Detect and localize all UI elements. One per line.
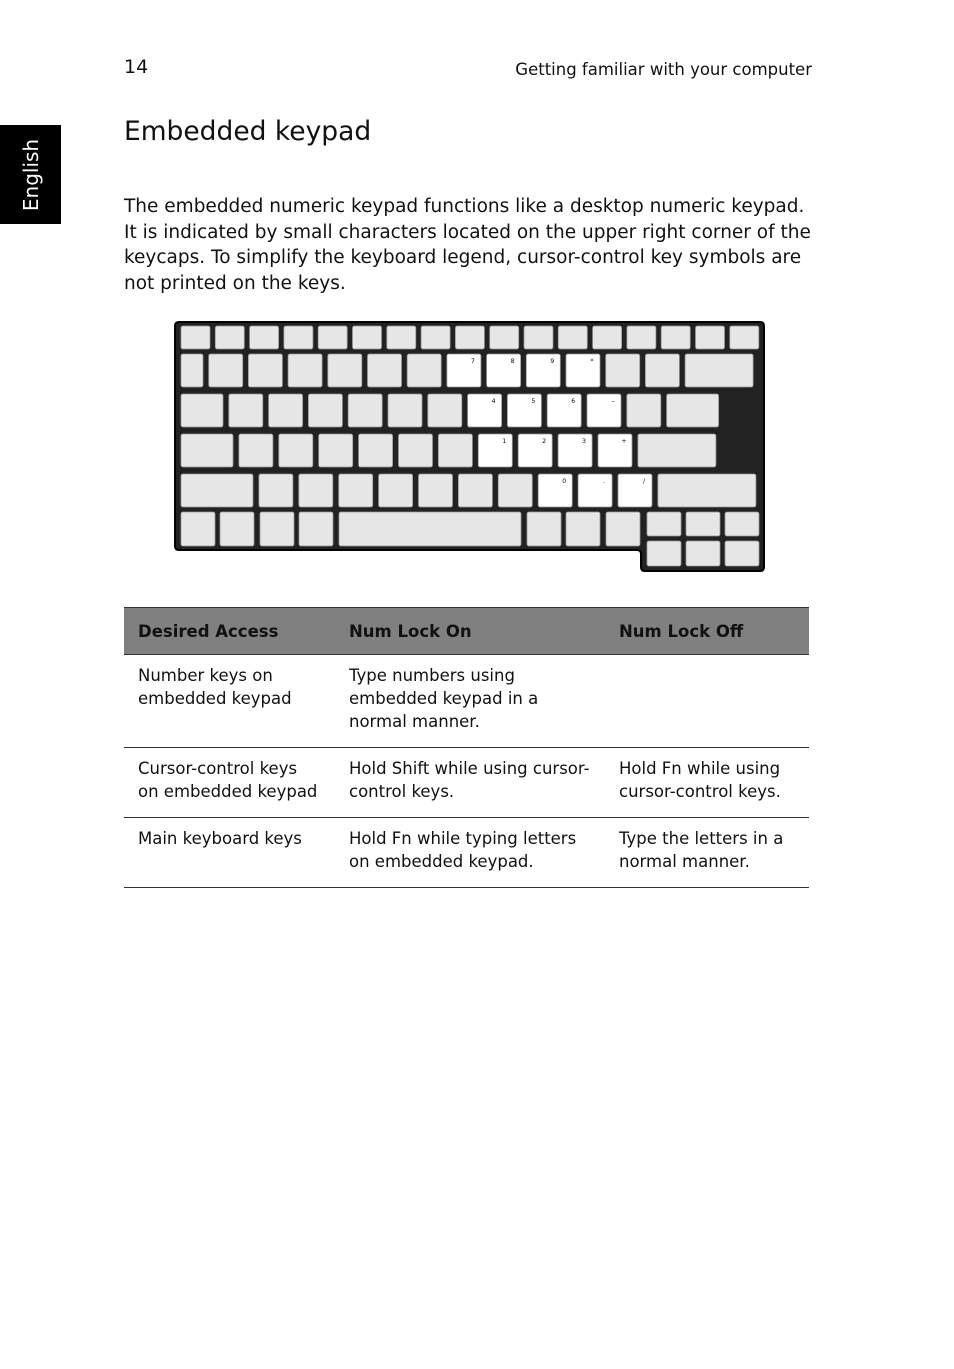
keyboard-key [239, 434, 273, 467]
keyboard-key [359, 434, 393, 467]
keyboard-key [269, 394, 303, 427]
keypad-key [558, 434, 592, 467]
keyboard-key [661, 326, 690, 349]
keyboard-key [387, 326, 416, 349]
keyboard-key [428, 394, 462, 427]
keyboard-key [319, 434, 353, 467]
keypad-key [547, 394, 581, 427]
keyboard-key [458, 474, 492, 507]
language-tab [0, 125, 61, 224]
table-cell [605, 655, 809, 748]
keypad-key [468, 394, 502, 427]
keyboard-key [498, 474, 532, 507]
keyboard-key [566, 512, 600, 546]
keyboard-key [627, 394, 661, 427]
keyboard-key [558, 326, 587, 349]
keyboard-key [725, 541, 759, 566]
keyboard-key [220, 512, 254, 546]
keyboard-key [490, 326, 519, 349]
keypad-key [587, 394, 621, 427]
table-header-row [124, 608, 809, 655]
keyboard-key [353, 326, 382, 349]
table-cell: Hold Fn while typing letters on embedded keypad. [335, 818, 605, 888]
keyboard-key [658, 474, 756, 507]
page-number: 14 [124, 56, 149, 78]
keypad-label: 0 [562, 478, 567, 485]
keyboard-key [524, 326, 553, 349]
keyboard-key [229, 394, 263, 427]
keypad-key [487, 354, 521, 387]
keyboard-key [279, 434, 313, 467]
keyboard-key [647, 541, 681, 566]
keypad-key [538, 474, 572, 507]
keypad-key [578, 474, 612, 507]
keypad-key [598, 434, 632, 467]
keypad-label: 6 [571, 398, 576, 405]
keyboard-key [181, 354, 203, 387]
running-header: Getting familiar with your computer [515, 60, 812, 79]
keyboard-key [181, 326, 210, 349]
keyboard-key [308, 394, 342, 427]
header-num-lock-on: Num Lock On [335, 608, 605, 655]
keyboard-key [438, 434, 472, 467]
keyboard-key [288, 354, 322, 387]
keypad-label: 1 [502, 438, 507, 445]
keyboard-key [667, 394, 719, 427]
table-row [124, 748, 809, 818]
keypad-label: 9 [550, 358, 555, 365]
keypad-key [526, 354, 560, 387]
language-tab-label: English [18, 138, 43, 211]
keyboard-key [260, 512, 294, 546]
keyboard-key [527, 512, 561, 546]
table-cell: Cursor-control keys on embedded keypad [124, 748, 335, 818]
keyboard-key [379, 474, 413, 507]
keyboard-key [339, 474, 373, 507]
keyboard-key [328, 354, 362, 387]
keyboard-key [388, 394, 422, 427]
keyboard-key [259, 474, 293, 507]
keypad-label: 4 [491, 398, 496, 405]
keyboard-key [593, 326, 622, 349]
keypad-label: 2 [542, 438, 547, 445]
keyboard-key [455, 326, 484, 349]
keypad-label: . [603, 478, 606, 485]
keyboard-key [299, 512, 333, 546]
keypad-label: 5 [531, 398, 536, 405]
keyboard-key [421, 326, 450, 349]
keypad-label: * [590, 358, 594, 365]
keyboard-key [399, 434, 433, 467]
keyboard-key [209, 354, 243, 387]
keyboard-key [181, 512, 215, 546]
keyboard-key [645, 354, 679, 387]
table-cell: Number keys on embedded keypad [124, 655, 335, 748]
keyboard-key [407, 354, 441, 387]
keypad-label: 3 [582, 438, 587, 445]
keypad-key [618, 474, 652, 507]
table-cell: Type the letters in a normal manner. [605, 818, 809, 888]
keyboard-key [318, 326, 347, 349]
keyboard-key [606, 354, 640, 387]
keyboard-illustration [173, 320, 767, 573]
keypad-label: – [611, 398, 615, 405]
header-desired-access: Desired Access [124, 608, 335, 655]
keyboard-key [725, 512, 759, 536]
keypad-key [478, 434, 512, 467]
intro-paragraph: The embedded numeric keypad functions like a desktop numeric keypad. It is indicated by small characters located on the upper right corner of the keycaps. To simplify the keyboard legend, cursor-control key symbols are not printed on the keys. [124, 196, 811, 294]
header-num-lock-off: Num Lock Off [605, 608, 809, 655]
table-cell: Main keyboard keys [124, 818, 335, 888]
keypad-label: 7 [470, 358, 475, 365]
keyboard-key [627, 326, 656, 349]
table-cell: Hold Shift while using cursor-control keys. [335, 748, 605, 818]
keyboard-key [215, 326, 244, 349]
keyboard-key [686, 541, 720, 566]
keyboard-key [181, 434, 233, 467]
keyboard-key [339, 512, 521, 546]
keyboard-key [284, 326, 313, 349]
keyboard-key [299, 474, 333, 507]
keyboard-key [250, 326, 279, 349]
keyboard-key [730, 326, 759, 349]
table-row [124, 818, 809, 888]
keypad-label: + [621, 438, 627, 445]
keypad-label: / [642, 478, 646, 485]
keyboard-key [686, 512, 720, 536]
keyboard-key [181, 474, 253, 507]
keypad-label: 8 [510, 358, 515, 365]
keyboard-key [647, 512, 681, 536]
table-row [124, 655, 809, 748]
access-table [124, 607, 809, 888]
keypad-key [447, 354, 481, 387]
keyboard-key [181, 394, 223, 427]
section-title: Embedded keypad [124, 116, 372, 147]
table-cell: Hold Fn while using cursor-control keys. [605, 748, 809, 818]
keyboard-key [685, 354, 753, 387]
keyboard-key [419, 474, 453, 507]
keypad-key [566, 354, 600, 387]
keyboard-key [348, 394, 382, 427]
keyboard-key [638, 434, 716, 467]
keyboard-key [368, 354, 402, 387]
keypad-key [507, 394, 541, 427]
keyboard-key [248, 354, 282, 387]
keyboard-key [696, 326, 725, 349]
keyboard-key [606, 512, 640, 546]
keypad-key [518, 434, 552, 467]
table-cell: Type numbers using embedded keypad in a normal manner. [335, 655, 605, 748]
